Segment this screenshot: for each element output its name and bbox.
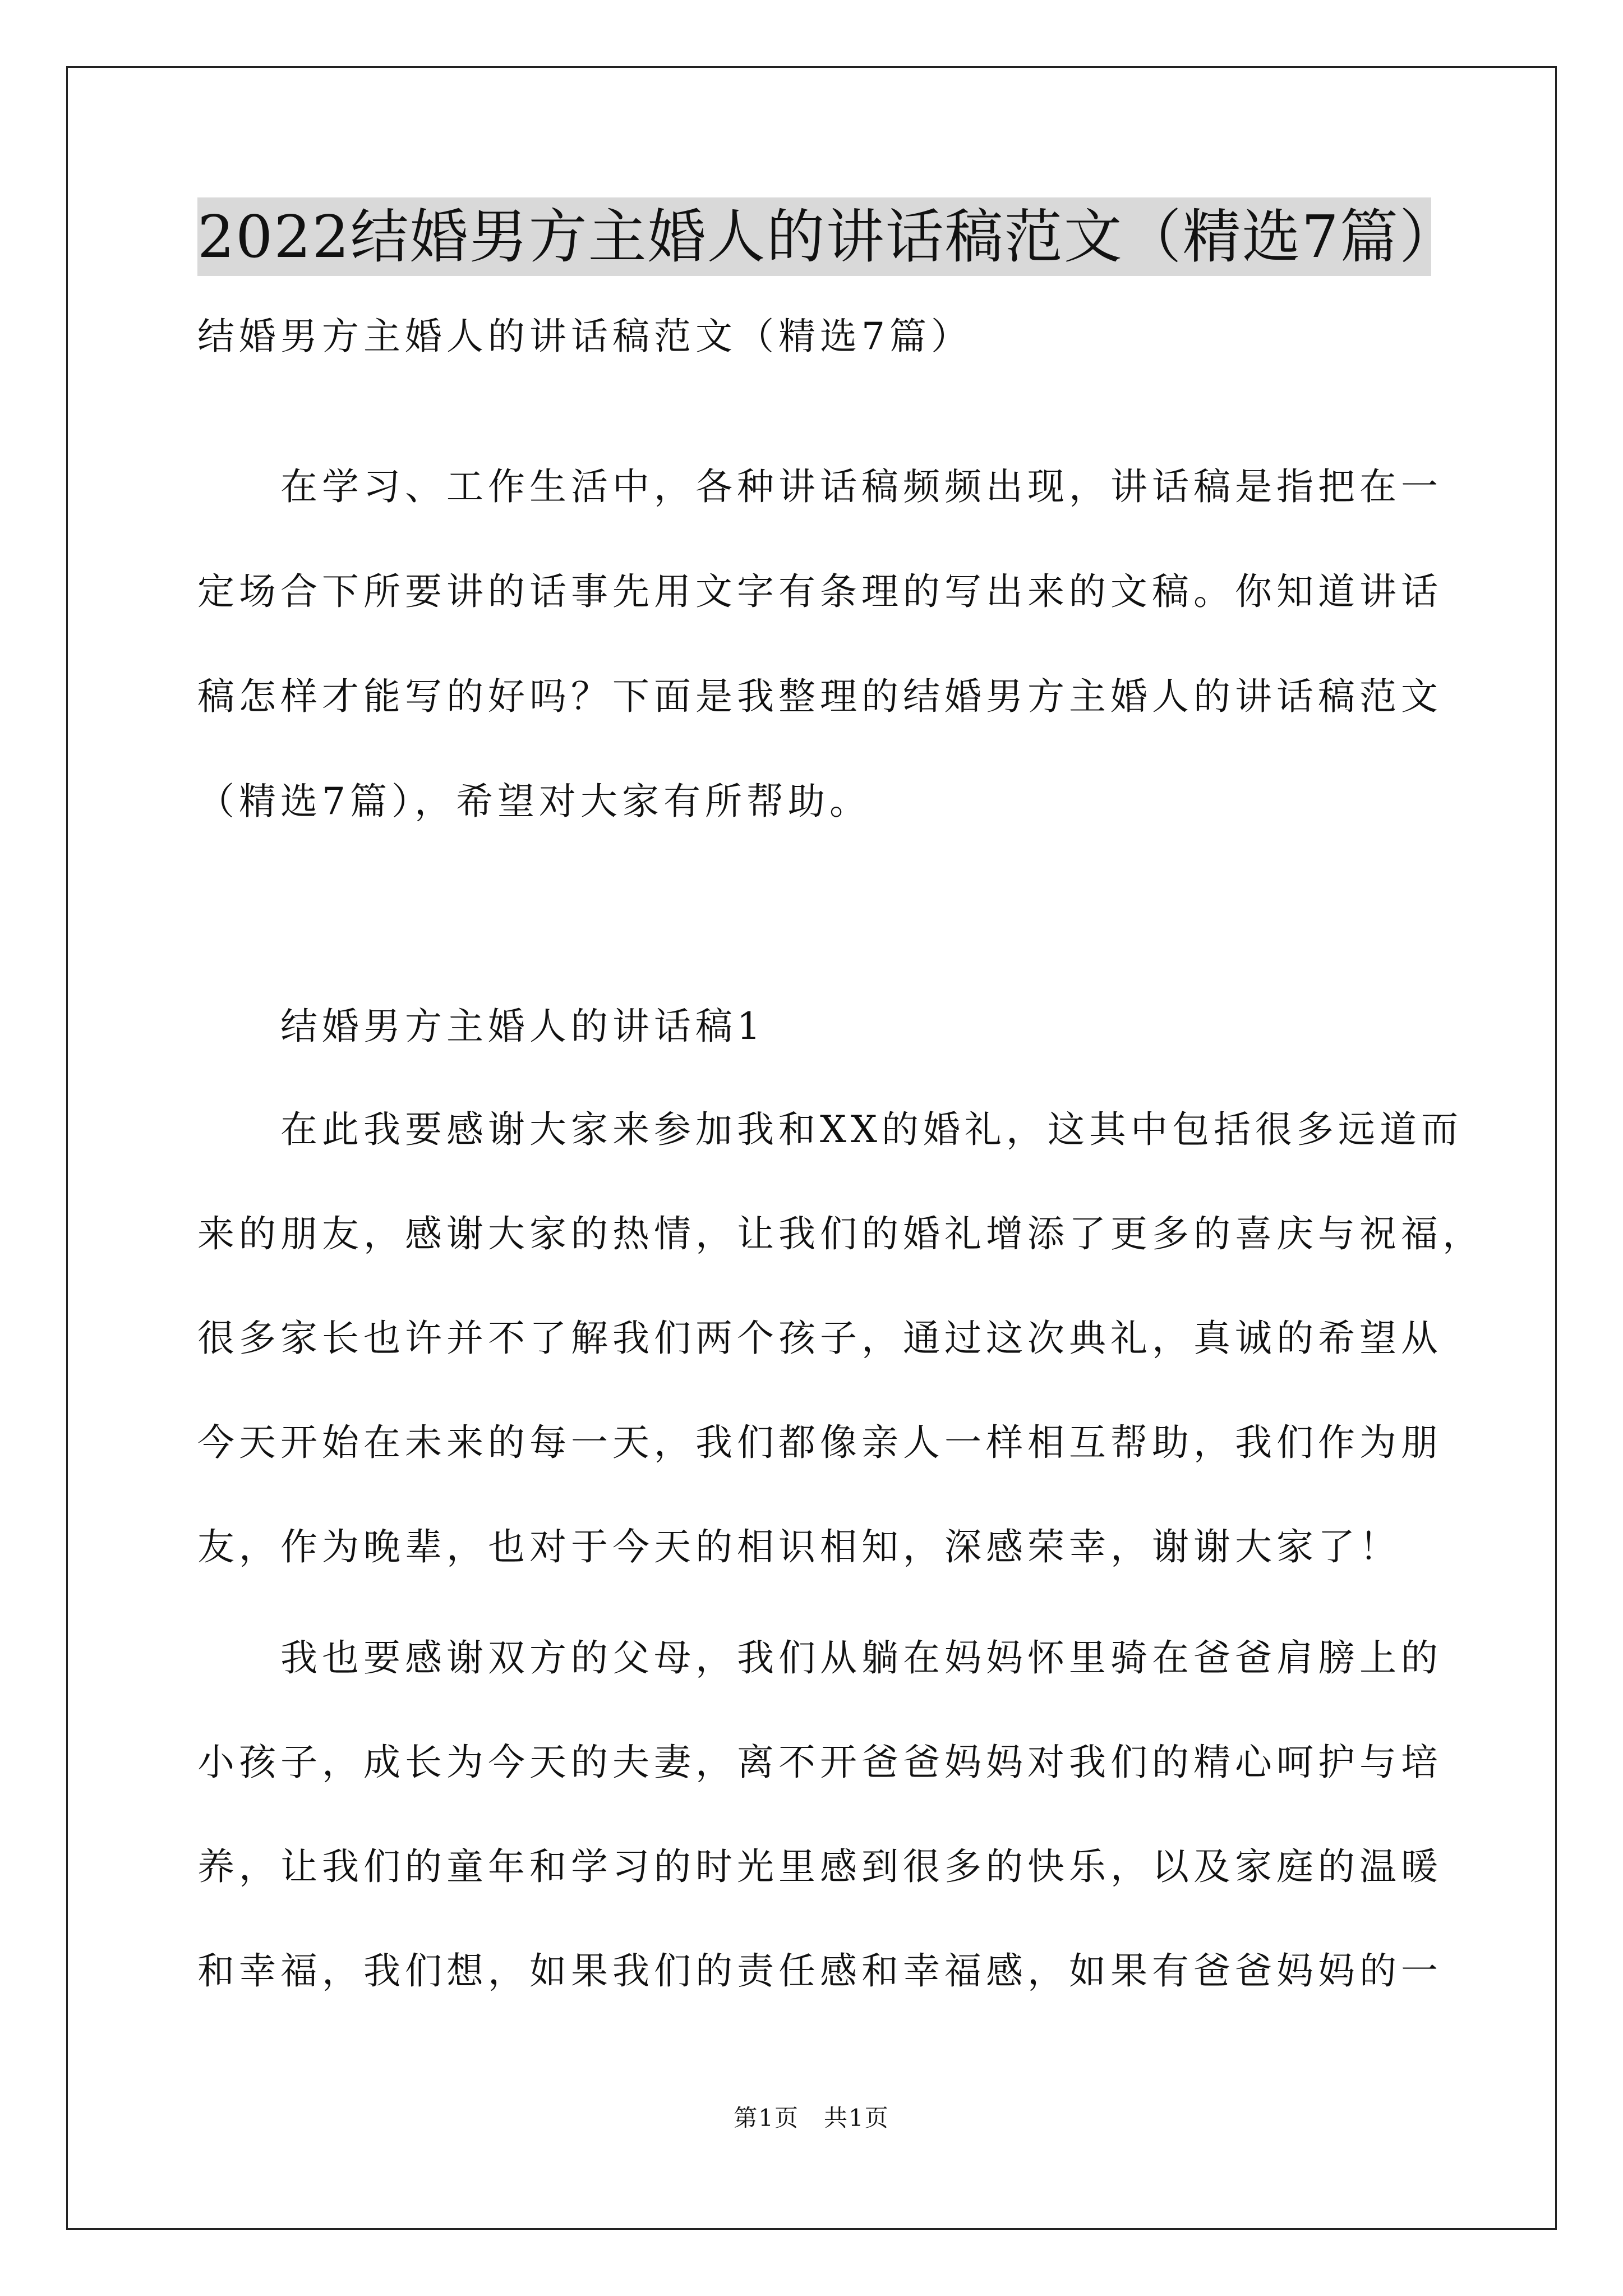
- document-title: 2022结婚男方主婚人的讲话稿范文（精选7篇）: [197, 197, 1431, 276]
- paragraph1-line-3: 很多家长也许并不了解我们两个孩子，通过这次典礼，真诚的希望从: [197, 1317, 1442, 1360]
- paragraph2-line-2: 小孩子，成长为今天的夫妻，离不开爸爸妈妈对我们的精心呵护与培: [197, 1741, 1442, 1784]
- paragraph1-line-4: 今天开始在未来的每一天，我们都像亲人一样相互帮助，我们作为朋: [197, 1421, 1442, 1464]
- paragraph2-line-4: 和幸福，我们想，如果我们的责任感和幸福感，如果有爸爸妈妈的一: [197, 1949, 1442, 1993]
- paragraph1-line-1: 在此我要感谢大家来参加我和XX的婚礼，这其中包括很多远道而: [280, 1108, 1463, 1151]
- intro-line-4: （精选7篇），希望对大家有所帮助。: [197, 780, 871, 823]
- intro-line-2: 定场合下所要讲的话事先用文字有条理的写出来的文稿。你知道讲话: [197, 570, 1442, 613]
- intro-line-3: 稿怎样才能写的好吗？下面是我整理的结婚男方主婚人的讲话稿范文: [197, 675, 1442, 718]
- paragraph2-line-1: 我也要感谢双方的父母，我们从躺在妈妈怀里骑在爸爸肩膀上的: [280, 1636, 1442, 1680]
- document-subtitle: 结婚男方主婚人的讲话稿范文（精选7篇）: [197, 315, 972, 358]
- paragraph1-line-2: 来的朋友，感谢大家的热情，让我们的婚礼增添了更多的喜庆与祝福，: [197, 1212, 1484, 1255]
- page-footer: 第1页 共1页: [734, 2104, 889, 2132]
- paragraph1-line-5: 友，作为晚辈，也对于今天的相识相知，深感荣幸，谢谢大家了！: [197, 1525, 1401, 1568]
- intro-line-1: 在学习、工作生活中，各种讲话稿频频出现，讲话稿是指把在一: [280, 465, 1442, 508]
- paragraph2-line-3: 养，让我们的童年和学习的时光里感到很多的快乐，以及家庭的温暖: [197, 1845, 1442, 1888]
- section-heading: 结婚男方主婚人的讲话稿1: [280, 1005, 765, 1048]
